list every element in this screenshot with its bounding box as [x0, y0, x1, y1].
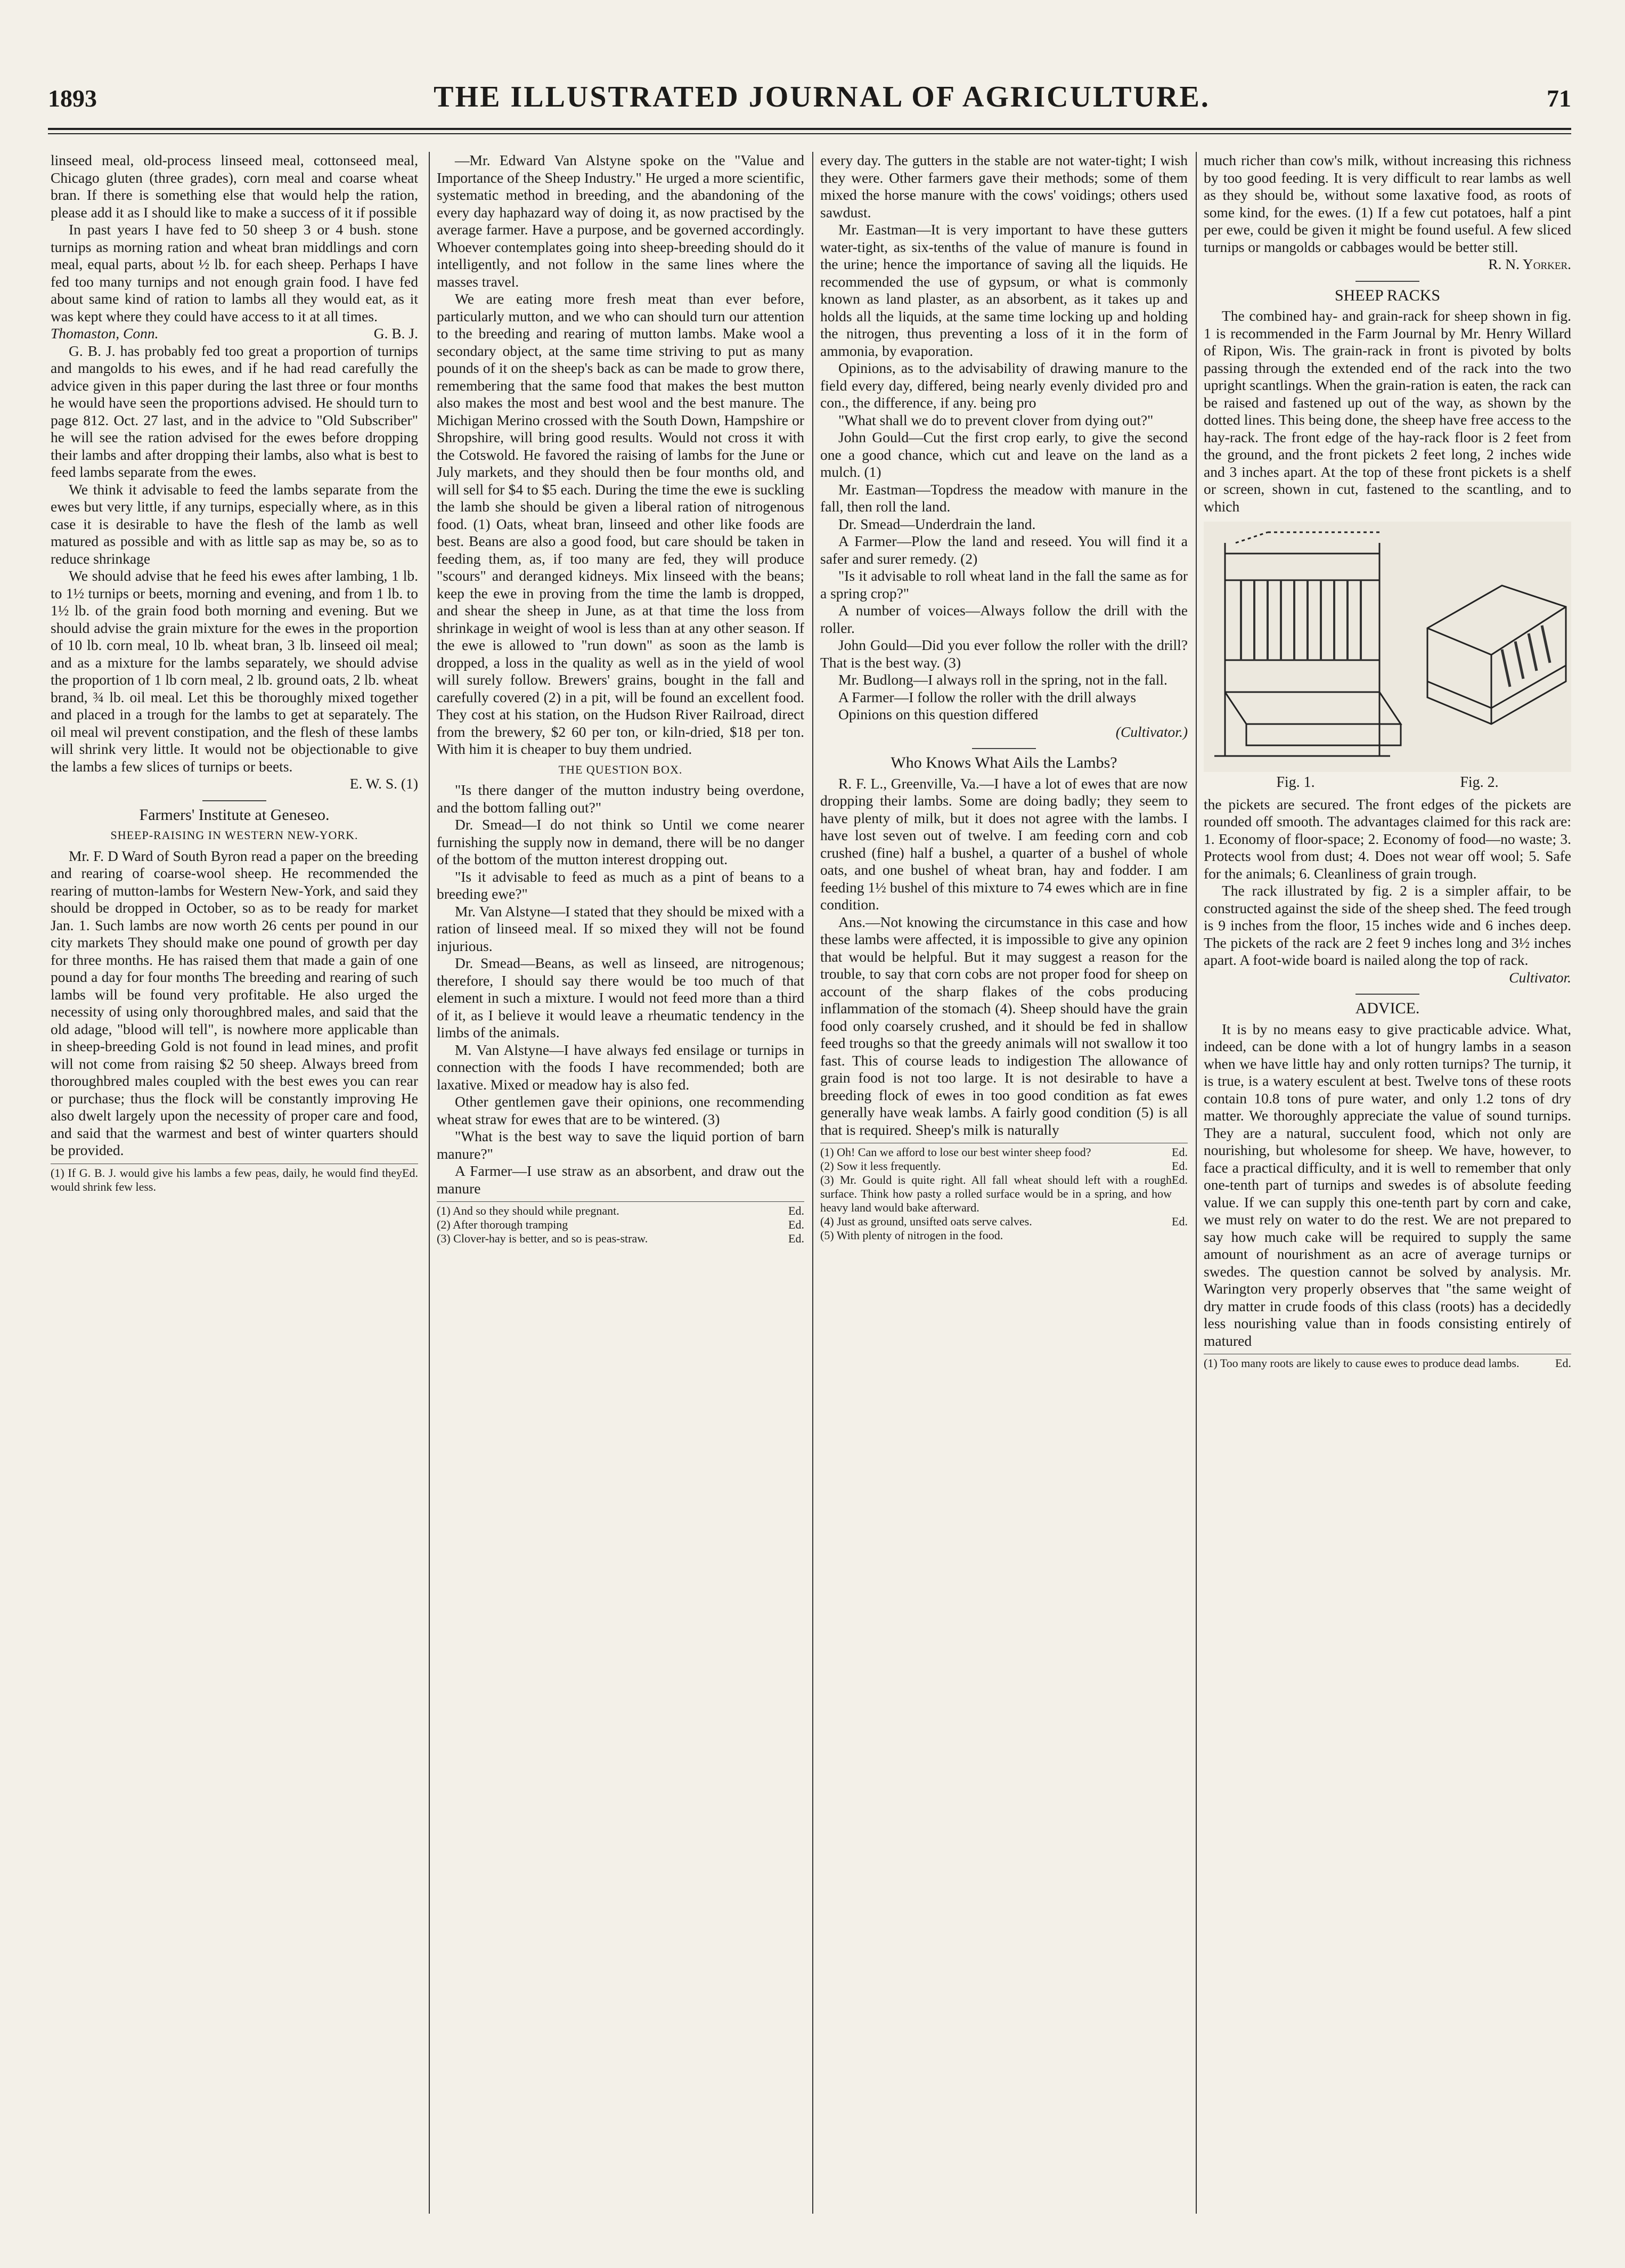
- page-number: 71: [1546, 85, 1571, 112]
- footnote-editor: Ed.: [1172, 1215, 1188, 1228]
- footnote: (3) Mr. Gould is quite right. All fall wheat should left with a rough surface. Think how pasty a rolled surface would be in a spring, and how heavy land would bake afterward.: [820, 1173, 1172, 1214]
- col3-footnotes: [820, 1145, 1188, 1242]
- answer: Mr. Eastman—Topdress the meadow with manure in the fall, then roll the land.: [820, 481, 1188, 515]
- col3-paragraph: Opinions, as to the advisability of drawing manure to the field every day, differed, being nearly evenly divided pro and con., the difference, if any. being pro: [820, 360, 1188, 411]
- fig2-caption: Fig. 2.: [1460, 774, 1499, 791]
- signature-name: R. N. Yorker.: [1488, 256, 1571, 272]
- article-heading-advice: ADVICE.: [1355, 999, 1420, 1017]
- footnote-editor: Ed.: [402, 1166, 418, 1180]
- section-divider: [972, 748, 1036, 749]
- col1-signature-2: E. W. S. (1): [349, 775, 418, 792]
- col2-paragraph: —Mr. Edward Van Alstyne spoke on the "Value and Importance of the Sheep Industry." He urged a more scientific, systematic method in breeding, and the abandoning of the every day haphazard way of doing it, as now practised by the average farmer. Have a purpose, and be governed accordingly. Whoever contemplates going into sheep-breeding should do it intelligently, and not follow in the same lines where the masses travel.: [437, 152, 804, 290]
- footnote: (1) Oh! Can we afford to lose our best winter sheep food?: [820, 1145, 1091, 1159]
- col2-paragraph: We are eating more fresh meat than ever before, particularly mutton, and we who can should turn our attention to the breeding and rearing of mutton lambs. Make wool a secondary object, at the same time striving to put as many pounds of it on the sheep's back as can be made to grow there, remembering that the same food that makes the best mutton also makes the most and best wool and the best manure. The Michigan Merino crossed with the South Down, Hampshire or Shropshire, will bring good results. Would not cross it with the Cotswold. He favored the raising of lambs for the June or July markets, and they should then be four months old, and will sell for $4 to $5 each. During the time the ewe is suckling the lamb she should be given a liberal ration of nitrogenous food. (1) Oats, wheat bran, linseed and other like foods are best. Beans are also a good food, but care should be taken in feeding them, as, if too many are fed, they will produce "scours" and deranged kidneys. Mix linseed with the beans; keep the ewe in proving from the time the lamb is dropped, and shear the sheep in June, as at that time the loss from shrinkage in weight of wool is less than at any other season. If the ewe is allowed to "run down" as soon as the lamb is dropped, a loss in the quality as well as in the yield of wool will surely follow. Brewers' grains, bought in the fall and carefully covered (2) in a pit, will be found an excellent food. They cost at his station, on the Hudson River Railroad, direct from the brewery, $2 60 per ton, or kiln-dried, $18 per ton. With him it is cheaper to buy them undried.: [437, 290, 804, 757]
- question: "Is it advisable to roll wheat land in the fall the same as for a spring crop?": [820, 567, 1188, 601]
- column-divider: [1196, 152, 1197, 2214]
- footnote-editor: Ed.: [788, 1204, 804, 1217]
- sheep-rack-illustration: [1204, 522, 1571, 792]
- col1-paragraph: Mr. F. D Ward of South Byron read a paper on the breeding and rearing of coarse-wool sheep. He recommended the rearing of mutton-lambs for Western New-York, and said they should be dropped in October, so as to be ready for market Jan. 1. Such lambs are now worth 26 cents per pound in our city markets They should make one pound of growth per day for three months. He has raised them that made a gain of one pound a day for four months The breeding and rearing of such lambs will be found very profitable. He also urged the necessity of using only thoroughbred males, and said that the old adage, "blood will tell", is nowhere more applicable than in sheep-breeding Gold is not found in lead mines, and profit will not come from raising $2 50 sheep. Always breed from thoroughbred males coupled with the best ewes you can rear or purchase; thus the flock will be constantly improving He also dwelt largely upon the necessity of proper care and food, and said that the warmest and best of winter quarters should be provided.: [51, 847, 418, 1158]
- signature-name: G. B. J.: [373, 325, 418, 342]
- section-divider: [1355, 281, 1419, 282]
- sheep-rack-engraving: [1204, 522, 1571, 772]
- footnote: (4) Just as ground, unsifted oats serve calves.: [820, 1215, 1032, 1228]
- col3-paragraph: Ans.—Not knowing the circumstance in this case and how these lambs were affected, it is impossible to give any opinion that would be helpful. But it may suggest a reason for the trouble, to say that corn cobs are not proper food for sheep on account of the sharp flakes of the cobs producing inflammation of the stomach (4). Sheep should have the grain food only coarsely crushed, and it should be fed in shallow feed troughs so that the greedy animals will not swallow it too fast. This of course leads to indigestion The allowance of grain food is not too large. It is not desirable to have a breeding flock of ewes in too good condition as fat ewes generally have weak lambs. A fairly good condition (5) is all that is required. Sheep's milk is naturally: [820, 913, 1188, 1138]
- col1-paragraph: We should advise that he feed his ewes after lambing, 1 lb. to 1½ turnips or beets, morning and evening, and from 1 lb. to 1½ lb. of the grain food both morning and evening. But we should advise the grain mixture for the ewes in the proportion of 10 lb. corn meal, 10 lb. wheat bran, 3 lb. linseed oil meal; and as a mixture for the lambs separately, we should advise the proportion of 1 lb corn meal, 2 lb. ground oats, 2 lb. wheat brand, ¾ lb. oil meal. Let this be thoroughly mixed together and placed in a trough for the lambs to get at separately. The oil meal wil prevent constipation, and the flesh of these lambs will shrink very little. It would not be objectionable to give the lambs a few slices of turnips or beets.: [51, 567, 418, 775]
- column-2: [437, 152, 804, 2214]
- question: "What is the best way to save the liquid portion of barn manure?": [437, 1128, 804, 1162]
- footnote: (2) Sow it less frequently.: [820, 1159, 941, 1173]
- header-rule: [48, 128, 1571, 130]
- col3-paragraph: every day. The gutters in the stable are not water-tight; I wish they were. Other farmers gave their methods; some of them mixed the horse manure with the cows' voidings; others used sawdust.: [820, 152, 1188, 221]
- article-heading-institute: Farmers' Institute at Geneseo.: [139, 806, 330, 824]
- footnote-editor: Ed.: [1172, 1145, 1188, 1159]
- col3-paragraph: Mr. Eastman—It is very important to have these gutters water-tight, as six-tenths of the value of manure is found in the urine; hence the importance of saving all the liquids. He recommended the use of gypsum, or what is commonly known as land plaster, as an absorbent, as it takes up and holds all the liquids, at the same time locking up and holding the nitrogen, thus preventing a loss of it in the form of ammonia, by evaporation.: [820, 221, 1188, 359]
- answer: Mr. Budlong—I always roll in the spring, not in the fall.: [838, 671, 1167, 688]
- col4-paragraph: the pickets are secured. The front edges of the pickets are rounded off smooth. The advantages claimed for this rack are: 1. Economy of floor-space; 2. Economy of food—no waste; 3. Protects wool from dust; 4. Does not wear off wool; 5. Safe for the animals; 6. Cleanliness of grain trough.: [1204, 795, 1571, 882]
- answer: Dr. Smead—Underdrain the land.: [838, 515, 1036, 532]
- answer: Mr. Van Alstyne—I stated that they should be mixed with a ration of linseed meal. If so mixed they will not be found injurious.: [437, 903, 804, 954]
- column-1: [51, 152, 418, 2214]
- footnote-editor: Ed.: [1172, 1159, 1188, 1173]
- article-heading-lambs: Who Knows What Ails the Lambs?: [891, 754, 1117, 771]
- footnote-editor: Ed.: [788, 1218, 804, 1231]
- answer: A Farmer—I follow the roller with the drill always: [838, 688, 1137, 705]
- footnote: (5) With plenty of nitrogen in the food.: [820, 1229, 1003, 1242]
- source-credit-text: (Cultivator.): [1115, 723, 1188, 740]
- source-credit: [1204, 969, 1571, 987]
- col4-paragraph: The rack illustrated by fig. 2 is a simpler affair, to be constructed against the side of the sheep shed. The feed trough is 9 inches from the floor, 15 inches wide and 6 inches deep. The pickets of the rack are 2 feet 9 inches long and 3½ inches apart. A foot-wide board is nailed along the top of rack.: [1204, 882, 1571, 968]
- figure-captions: [1204, 774, 1571, 792]
- footnote-rule: [437, 1201, 804, 1202]
- answer: John Gould—Cut the first crop early, to give the second one a good chance, which cut and leave on the land as a mulch. (1): [820, 429, 1188, 480]
- footnote-editor: Ed.: [1172, 1173, 1188, 1186]
- col1-paragraph: linseed meal, old-process linseed meal, cottonseed meal, Chicago gluten (three grades), corn meal and coarse wheat bran. If there is something else that would help the ration, please add it as I should like to make a success of it if possible: [51, 152, 418, 221]
- article-subheading: SHEEP-RAISING IN WESTERN NEW-YORK.: [110, 828, 358, 842]
- journal-title: THE ILLUSTRATED JOURNAL OF AGRICULTURE.: [434, 80, 1210, 113]
- col4-paragraph: It is by no means easy to give practicable advice. What, indeed, can be done with a lot of hungry lambs in a season when we have little hay and only rotten turnips? The turnip, it is true, is a watery esculent at best. Twelve tons of these roots contain 10.8 tons of pure water, and only 1.2 tons of dry matter. We thoroughly appreciate the value of sound turnips. They are a natural, succulent food, which not only are nourishing, but wholesome for sheep. We have, however, to face a practical difficulty, and it is well to remember that only one-tenth part of turnips and swedes is of absolute feeding value. If we can supply this one-tenth part by corn and cake, we must rely on water to do the rest. We are not prepared to say how much cake will be required to supply the same amount of nourishment as an acre of average turnips or swedes. The question cannot be solved by analysis. Mr. Warington very properly observes that "the same weight of dry matter in crude foods of this class (roots) has a decidedly less nourishing value than in foods consisting entirely of matured: [1204, 1020, 1571, 1349]
- signature-place: Thomaston, Conn.: [51, 325, 159, 342]
- answer: M. Van Alstyne—I have always fed ensilage or turnips in connection with the foods I have recommended; both are laxative. Mixed or meadow hay is also fed.: [437, 1041, 804, 1093]
- page-year: 1893: [48, 85, 97, 112]
- answer: A Farmer—Plow the land and reseed. You will find it a safer and surer remedy. (2): [820, 533, 1188, 567]
- question-box-heading: THE QUESTION BOX.: [558, 762, 683, 776]
- col4-paragraph: The combined hay- and grain-rack for sheep shown in fig. 1 is recommended in the Farm Journal by Mr. Henry Willard of Ripon, Wis. The grain-rack in front is pivoted by bolts passing through the extended end of the rack into the two upright scantlings. When the grain-ration is eaten, the rack can be raised and fastened up out of the way, as shown by the dotted lines. This being done, the sheep have free access to the hay-rack. The front edge of the hay-rack floor is 2 feet from the ground, and the front pickets 2 feet long, 2 inches wide and 3 inches apart. At the top of these front pickets is a shelf or screen, shown in cut, fastened to the scantling, and to which: [1204, 307, 1571, 515]
- footnote: (2) After thorough tramping: [437, 1218, 568, 1231]
- section-divider: [202, 800, 266, 801]
- answer: Dr. Smead—I do not think so Until we come nearer furnishing the supply now in demand, there will be no danger of the bottom of the mutton interest dropping out.: [437, 816, 804, 867]
- col2-footnotes: [437, 1204, 804, 1246]
- answer: John Gould—Did you ever follow the roller with the drill? That is the best way. (3): [820, 637, 1188, 671]
- footnote-editor: Ed.: [788, 1232, 804, 1245]
- col1-footnotes: [51, 1166, 418, 1194]
- col1-paragraph: We think it advisable to feed the lambs separate from the ewes but very little, if any turnips, especially where, as in this case it is desirable to have the flesh of the lamb as well matured as possible and with as little sap as may be, so as to reduce shrinkage: [51, 481, 418, 567]
- col1-paragraph: G. B. J. has probably fed too great a proportion of turnips and mangolds to his ewes, and if he had read carefully the advice given in this paper during the last three or four months he would have seen the proportions advised. He should turn to page 812. Oct. 27 last, and in the advice to "Old Subscriber" he will see the ration advised for the ewes before dropping their lambs and after dropping their lambs, also what is best to feed lambs separate from the ewes.: [51, 342, 418, 480]
- question: "What shall we do to prevent clover from dying out?": [838, 411, 1154, 428]
- footnote: (1) Too many roots are likely to cause ewes to produce dead lambs.: [1204, 1356, 1520, 1370]
- article-heading-racks: SHEEP RACKS: [1334, 286, 1441, 304]
- column-divider: [812, 152, 813, 2214]
- col2-paragraph: Other gentlemen gave their opinions, one recommending wheat straw for ewes that are to be wintered. (3): [437, 1093, 804, 1127]
- col1-signature: [51, 325, 418, 343]
- footnote-editor: Ed.: [1555, 1356, 1571, 1370]
- column-4: [1204, 152, 1571, 2214]
- col3-paragraph: R. F. L., Greenville, Va.—I have a lot of ewes that are now dropping their lambs. Some are doing badly; they seem to have plenty of milk, but it does not agree with the lambs. I have lost seven out of twelve. I am feeding corn and cob crushed (fine) half a bushel, a quarter of a bushel of whole oats, and one bushel of wheat bran, hay and fodder. I am feeding 1½ bushel of this mixture to 74 ewes which are in fine condition.: [820, 775, 1188, 913]
- col1-paragraph: In past years I have fed to 50 sheep 3 or 4 bush. stone turnips as morning ration and wheat bran middlings and corn meal, equal parts, about ½ lb. for each sheep. Perhaps I have fed too many turnips and not enough grain food. I have fed about same kind of ration to lambs all they would eat, as it was kept where they could have access to it at all times.: [51, 221, 418, 324]
- column-divider: [429, 152, 430, 2214]
- col4-signature: [1204, 256, 1571, 273]
- col4-paragraph: much richer than cow's milk, without increasing this richness by too good feeding. It is very difficult to rear lambs as well as they should be, without some laxative food, as roots of some kind, for the ewes. (1) If a few cut potatoes, half a pint per ewe, could be given it might be found useful. A few sliced turnips or mangolds or cabbages would be better still.: [1204, 152, 1571, 255]
- source-credit-text: Cultivator.: [1509, 969, 1571, 986]
- header-rule-thin: [48, 133, 1571, 134]
- col3-paragraph: Opinions on this question differed: [838, 706, 1039, 722]
- fig1-caption: Fig. 1.: [1276, 774, 1315, 791]
- column-3: [820, 152, 1188, 2214]
- answer: A Farmer—I use straw as an absorbent, and draw out the manure: [437, 1163, 804, 1197]
- answer: A number of voices—Always follow the drill with the roller.: [820, 602, 1188, 636]
- footnote: (3) Clover-hay is better, and so is peas-straw.: [437, 1232, 648, 1245]
- col4-footnotes: [1204, 1356, 1571, 1370]
- source-credit: [820, 724, 1188, 741]
- page-header: [48, 80, 1571, 117]
- footnote: (1) If G. B. J. would give his lambs a few peas, daily, he would find they would shrink few less.: [51, 1166, 403, 1193]
- section-divider: [1355, 994, 1419, 995]
- question: "Is it advisable to feed as much as a pint of beans to a breeding ewe?": [437, 868, 804, 902]
- answer: Dr. Smead—Beans, as well as linseed, are nitrogenous; therefore, I should say there would be too much of that element in such a mixture. I would not feed more than a third of it, as I believe it would leave a rheumatic tendency in the limbs of the animals.: [437, 955, 804, 1040]
- footnote: (1) And so they should while pregnant.: [437, 1204, 619, 1217]
- question: "Is there danger of the mutton industry being overdone, and the bottom falling out?": [437, 782, 804, 816]
